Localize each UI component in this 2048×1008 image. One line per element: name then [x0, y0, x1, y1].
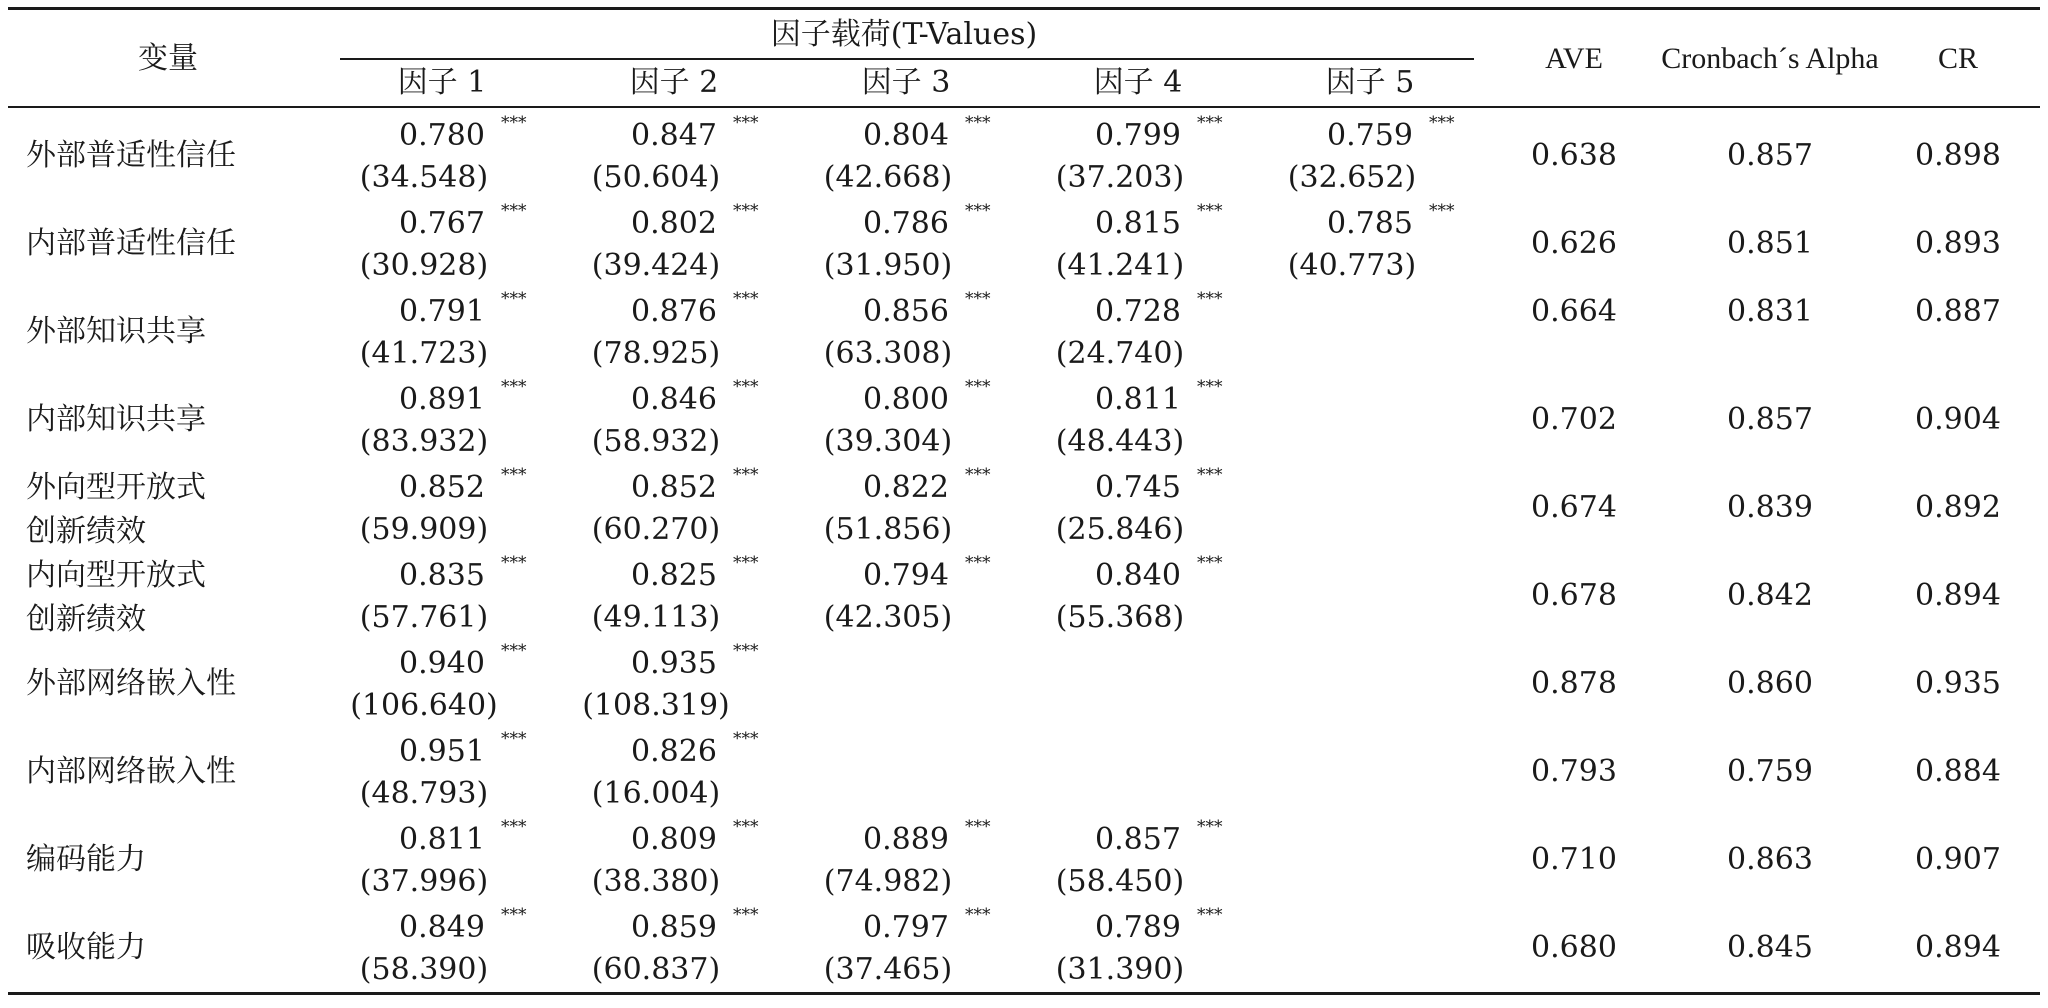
significance-mark: ***: [1197, 817, 1223, 837]
loading-value: 0.826: [631, 734, 717, 769]
t-value: (42.305): [823, 600, 953, 635]
t-value: (31.950): [823, 248, 953, 283]
significance-mark: ***: [501, 553, 527, 573]
header-variable: 变量: [138, 41, 198, 76]
t-value: (59.909): [359, 512, 489, 547]
cr-value: 0.907: [1915, 842, 2001, 877]
t-value: (16.004): [591, 776, 721, 811]
header-factor-1: 因子 1: [397, 65, 487, 100]
t-value: (32.652): [1287, 160, 1417, 195]
variable-name: 外部普适性信任: [26, 138, 236, 173]
t-value: (25.846): [1055, 512, 1185, 547]
significance-mark: ***: [965, 465, 991, 485]
loading-value: 0.811: [399, 822, 485, 857]
t-value: (58.450): [1055, 864, 1185, 899]
loading-value: 0.745: [1095, 470, 1181, 505]
loading-value: 0.794: [863, 558, 949, 593]
loading-value: 0.935: [631, 646, 717, 681]
loading-value: 0.789: [1095, 910, 1181, 945]
variable-name: 编码能力: [26, 842, 146, 877]
significance-mark: ***: [501, 289, 527, 309]
t-value: (108.319): [582, 688, 730, 723]
significance-mark: ***: [965, 817, 991, 837]
t-value: (58.390): [359, 952, 489, 987]
loading-value: 0.759: [1327, 118, 1413, 153]
loading-value: 0.857: [1095, 822, 1181, 857]
header-ave: AVE: [1545, 42, 1603, 75]
loading-value: 0.799: [1095, 118, 1181, 153]
loading-value: 0.891: [399, 382, 485, 417]
t-value: (55.368): [1055, 600, 1185, 635]
significance-mark: ***: [1197, 905, 1223, 925]
cr-value: 0.887: [1915, 294, 2001, 329]
significance-mark: ***: [733, 905, 759, 925]
t-value: (106.640): [350, 688, 498, 723]
loading-value: 0.804: [863, 118, 949, 153]
t-value: (31.390): [1055, 952, 1185, 987]
header-cr: CR: [1937, 42, 1979, 75]
loading-value: 0.811: [1095, 382, 1181, 417]
loading-value: 0.815: [1095, 206, 1181, 241]
significance-mark: ***: [501, 641, 527, 661]
significance-mark: ***: [733, 729, 759, 749]
header-bottom-rule: [8, 106, 2040, 108]
loading-value: 0.728: [1095, 294, 1181, 329]
significance-mark: ***: [1197, 377, 1223, 397]
cr-value: 0.884: [1915, 754, 2001, 789]
significance-mark: ***: [1197, 113, 1223, 133]
significance-mark: ***: [1197, 201, 1223, 221]
loading-value: 0.846: [631, 382, 717, 417]
significance-mark: ***: [501, 905, 527, 925]
significance-mark: ***: [1429, 113, 1455, 133]
loading-value: 0.767: [399, 206, 485, 241]
loading-value: 0.856: [863, 294, 949, 329]
t-value: (49.113): [591, 600, 721, 635]
variable-name: 外部知识共享: [26, 314, 206, 349]
loading-value: 0.852: [631, 470, 717, 505]
loading-value: 0.849: [399, 910, 485, 945]
variable-name-line: 内向型开放式: [26, 558, 206, 593]
significance-mark: ***: [733, 113, 759, 133]
loading-value: 0.835: [399, 558, 485, 593]
loading-value: 0.802: [631, 206, 717, 241]
significance-mark: ***: [965, 553, 991, 573]
significance-mark: ***: [501, 201, 527, 221]
t-value: (30.928): [359, 248, 489, 283]
loading-value: 0.785: [1327, 206, 1413, 241]
variable-name: 内部普适性信任: [26, 226, 236, 261]
loading-value: 0.822: [863, 470, 949, 505]
alpha-value: 0.857: [1727, 138, 1813, 173]
significance-mark: ***: [1429, 201, 1455, 221]
t-value: (34.548): [359, 160, 489, 195]
t-value: (48.793): [359, 776, 489, 811]
ave-value: 0.702: [1531, 402, 1617, 437]
loading-value: 0.780: [399, 118, 485, 153]
t-value: (39.424): [591, 248, 721, 283]
ave-value: 0.678: [1531, 578, 1617, 613]
ave-value: 0.626: [1531, 226, 1617, 261]
cr-value: 0.935: [1915, 666, 2001, 701]
t-value: (24.740): [1055, 336, 1185, 371]
alpha-value: 0.845: [1727, 930, 1813, 965]
t-value: (42.668): [823, 160, 953, 195]
t-value: (41.723): [359, 336, 489, 371]
loading-value: 0.951: [399, 734, 485, 769]
header-loading-group: 因子载荷(T-Values): [770, 17, 1038, 52]
significance-mark: ***: [733, 553, 759, 573]
alpha-value: 0.851: [1727, 226, 1813, 261]
cr-value: 0.892: [1915, 490, 2001, 525]
significance-mark: ***: [501, 465, 527, 485]
header-factor-5: 因子 5: [1325, 65, 1415, 100]
bottom-rule: [8, 992, 2040, 995]
significance-mark: ***: [501, 377, 527, 397]
t-value: (74.982): [823, 864, 953, 899]
loading-value: 0.940: [399, 646, 485, 681]
cr-value: 0.893: [1915, 226, 2001, 261]
t-value: (38.380): [591, 864, 721, 899]
loading-value: 0.852: [399, 470, 485, 505]
variable-name: 吸收能力: [26, 930, 146, 965]
cr-value: 0.894: [1915, 578, 2001, 613]
variable-name-line: 创新绩效: [26, 514, 146, 549]
cr-value: 0.894: [1915, 930, 2001, 965]
significance-mark: ***: [965, 201, 991, 221]
alpha-value: 0.857: [1727, 402, 1813, 437]
variable-name: 内部网络嵌入性: [26, 754, 236, 789]
alpha-value: 0.839: [1727, 490, 1813, 525]
ave-value: 0.878: [1531, 666, 1617, 701]
loading-value: 0.809: [631, 822, 717, 857]
t-value: (40.773): [1287, 248, 1417, 283]
loading-value: 0.859: [631, 910, 717, 945]
significance-mark: ***: [965, 289, 991, 309]
alpha-value: 0.863: [1727, 842, 1813, 877]
variable-name-line: 创新绩效: [26, 602, 146, 637]
variable-name: 外部网络嵌入性: [26, 666, 236, 701]
significance-mark: ***: [733, 289, 759, 309]
t-value: (63.308): [823, 336, 953, 371]
ave-value: 0.664: [1531, 294, 1617, 329]
significance-mark: ***: [501, 817, 527, 837]
loading-group-underline: [340, 58, 1474, 60]
t-value: (60.837): [591, 952, 721, 987]
significance-mark: ***: [501, 729, 527, 749]
significance-mark: ***: [733, 377, 759, 397]
ave-value: 0.710: [1531, 842, 1617, 877]
significance-mark: ***: [1197, 465, 1223, 485]
t-value: (48.443): [1055, 424, 1185, 459]
ave-value: 0.674: [1531, 490, 1617, 525]
header-factor-2: 因子 2: [629, 65, 719, 100]
significance-mark: ***: [965, 113, 991, 133]
t-value: (57.761): [359, 600, 489, 635]
t-value: (83.932): [359, 424, 489, 459]
alpha-value: 0.842: [1727, 578, 1813, 613]
t-value: (50.604): [591, 160, 721, 195]
cr-value: 0.898: [1915, 138, 2001, 173]
loading-value: 0.825: [631, 558, 717, 593]
significance-mark: ***: [965, 377, 991, 397]
loading-value: 0.797: [863, 910, 949, 945]
t-value: (37.465): [823, 952, 953, 987]
header-factor-3: 因子 3: [861, 65, 951, 100]
significance-mark: ***: [733, 641, 759, 661]
t-value: (58.932): [591, 424, 721, 459]
significance-mark: ***: [501, 113, 527, 133]
significance-mark: ***: [1197, 553, 1223, 573]
cr-value: 0.904: [1915, 402, 2001, 437]
top-rule: [8, 7, 2040, 10]
significance-mark: ***: [733, 465, 759, 485]
t-value: (78.925): [591, 336, 721, 371]
ave-value: 0.638: [1531, 138, 1617, 173]
variable-name-line: 外向型开放式: [26, 470, 206, 505]
significance-mark: ***: [733, 817, 759, 837]
header-factor-4: 因子 4: [1093, 65, 1183, 100]
ave-value: 0.680: [1531, 930, 1617, 965]
t-value: (39.304): [823, 424, 953, 459]
t-value: (37.996): [359, 864, 489, 899]
significance-mark: ***: [1197, 289, 1223, 309]
alpha-value: 0.759: [1727, 754, 1813, 789]
header-alpha: Cronbach´s Alpha: [1661, 42, 1879, 75]
loading-value: 0.786: [863, 206, 949, 241]
significance-mark: ***: [965, 905, 991, 925]
t-value: (60.270): [591, 512, 721, 547]
variable-name: 内部知识共享: [26, 402, 206, 437]
ave-value: 0.793: [1531, 754, 1617, 789]
alpha-value: 0.831: [1727, 294, 1813, 329]
loading-value: 0.840: [1095, 558, 1181, 593]
loading-value: 0.847: [631, 118, 717, 153]
significance-mark: ***: [733, 201, 759, 221]
loading-value: 0.791: [399, 294, 485, 329]
loading-value: 0.889: [863, 822, 949, 857]
t-value: (51.856): [823, 512, 953, 547]
t-value: (37.203): [1055, 160, 1185, 195]
alpha-value: 0.860: [1727, 666, 1813, 701]
loading-value: 0.800: [863, 382, 949, 417]
t-value: (41.241): [1055, 248, 1185, 283]
loading-value: 0.876: [631, 294, 717, 329]
